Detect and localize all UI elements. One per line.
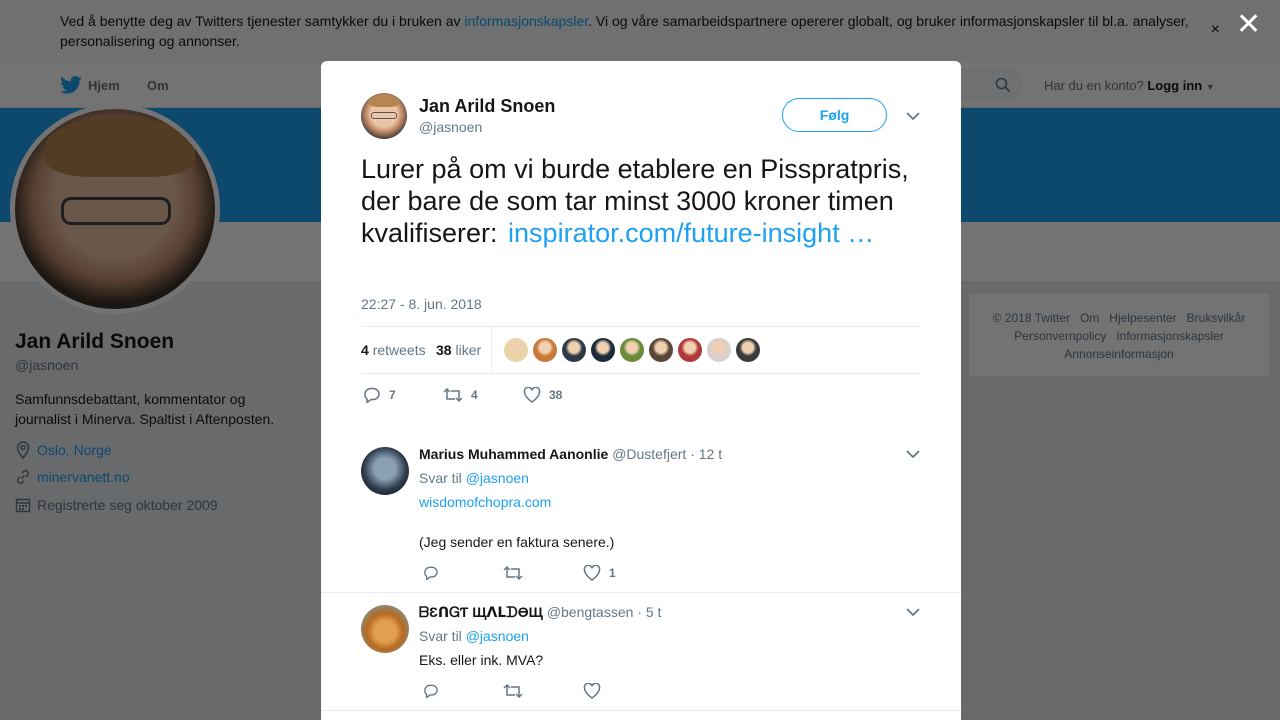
reply-header [419,446,722,462]
retweet-action[interactable] [503,565,583,581]
reply-to-line [419,628,529,644]
reply-time[interactable]: · 12 t [690,446,723,462]
liker-avatar[interactable] [620,338,644,362]
reply-author-name[interactable]: ᗷƐᑎᏀƬ ЩᐱᒪᗪӨЩ [419,604,543,620]
liker-avatar[interactable] [504,338,528,362]
reply-tweet[interactable] [321,593,961,711]
reply-avatar[interactable] [361,605,409,653]
retweet-count: 4 [471,388,478,402]
reply-icon [423,566,439,580]
chevron-down-icon[interactable] [906,607,920,617]
reply-like-count: 1 [609,566,616,580]
heart-icon [583,683,601,699]
reply-actions [423,565,616,581]
liker-avatar[interactable] [707,338,731,362]
likes-stat[interactable] [436,342,481,358]
reply-action[interactable] [423,684,503,698]
liker-avatar[interactable] [533,338,557,362]
reply-icon [423,684,439,698]
liker-avatars [504,338,760,362]
separator [321,413,961,414]
liker-avatar[interactable] [562,338,586,362]
chevron-down-icon[interactable] [906,449,920,459]
chevron-down-icon[interactable] [906,111,920,121]
retweet-icon [503,565,523,581]
heart-icon [583,565,601,581]
reply-separator [321,710,961,711]
tweet-author-handle[interactable]: @jasnoen [419,119,483,135]
retweets-stat[interactable] [361,342,426,358]
likes-count: 38 [436,342,452,358]
reply-icon [363,387,381,403]
tweet-actions [363,387,562,403]
avatar-hair [369,95,399,107]
reply-author-handle[interactable]: @Dustefjert [612,446,687,462]
retweet-action[interactable] [503,683,583,699]
liker-avatar[interactable] [678,338,702,362]
retweet-icon [443,387,463,403]
tweet-link[interactable]: inspirator.com/future-insight … [508,218,875,248]
reply-count: 7 [389,388,396,402]
likes-label: liker [455,342,482,358]
reply-to-label: Svar til [419,470,462,486]
liker-avatar[interactable] [591,338,615,362]
reply-to-link[interactable]: @jasnoen [465,470,529,486]
reply-avatar[interactable] [361,447,409,495]
like-action[interactable] [523,387,562,403]
reply-text: (Jeg sender en faktura senere.) [419,534,615,550]
retweet-icon [503,683,523,699]
like-action[interactable] [583,683,601,699]
reply-header [419,604,661,621]
like-action[interactable] [583,565,616,581]
reply-text: Eks. eller ink. MVA? [419,652,544,668]
reply-to-label: Svar til [419,628,462,644]
liker-avatar[interactable] [649,338,673,362]
tweet-author-avatar[interactable] [361,93,407,139]
close-modal-button[interactable]: ✕ [1236,8,1262,41]
liker-avatar[interactable] [736,338,760,362]
reply-to-link[interactable]: @jasnoen [465,628,529,644]
tweet-author-name[interactable]: Jan Arild Snoen [419,96,556,116]
follow-button[interactable]: Følg [782,98,887,132]
reply-author-name[interactable]: Marius Muhammed Aanonlie [419,446,609,462]
reply-tweet[interactable] [321,431,961,592]
avatar-glasses [371,112,397,119]
reply-link[interactable]: wisdomofchopra.com [419,494,552,510]
like-count: 38 [549,388,563,402]
reply-link-line [419,494,551,510]
reply-action[interactable] [363,387,443,403]
retweet-action[interactable] [443,387,523,403]
reply-author-handle[interactable]: @bengtassen [546,604,634,620]
reply-actions [423,683,601,699]
retweets-count: 4 [361,342,369,358]
tweet-timestamp[interactable]: 22:27 - 8. jun. 2018 [361,296,482,312]
stats-divider [491,327,492,373]
reply-time[interactable]: · 5 t [637,604,662,620]
tweet-text [361,153,921,249]
tweet-modal [321,61,961,720]
reply-action[interactable] [423,566,503,580]
reply-to-line [419,470,529,486]
tweet-body: Lurer på om vi burde etablere en Pisspratpris, der bare de som tar minst 3000 kroner timen kvalifiserer: [361,154,909,248]
tweet-stats [361,326,921,374]
heart-icon [523,387,541,403]
retweets-label: retweets [372,342,426,358]
